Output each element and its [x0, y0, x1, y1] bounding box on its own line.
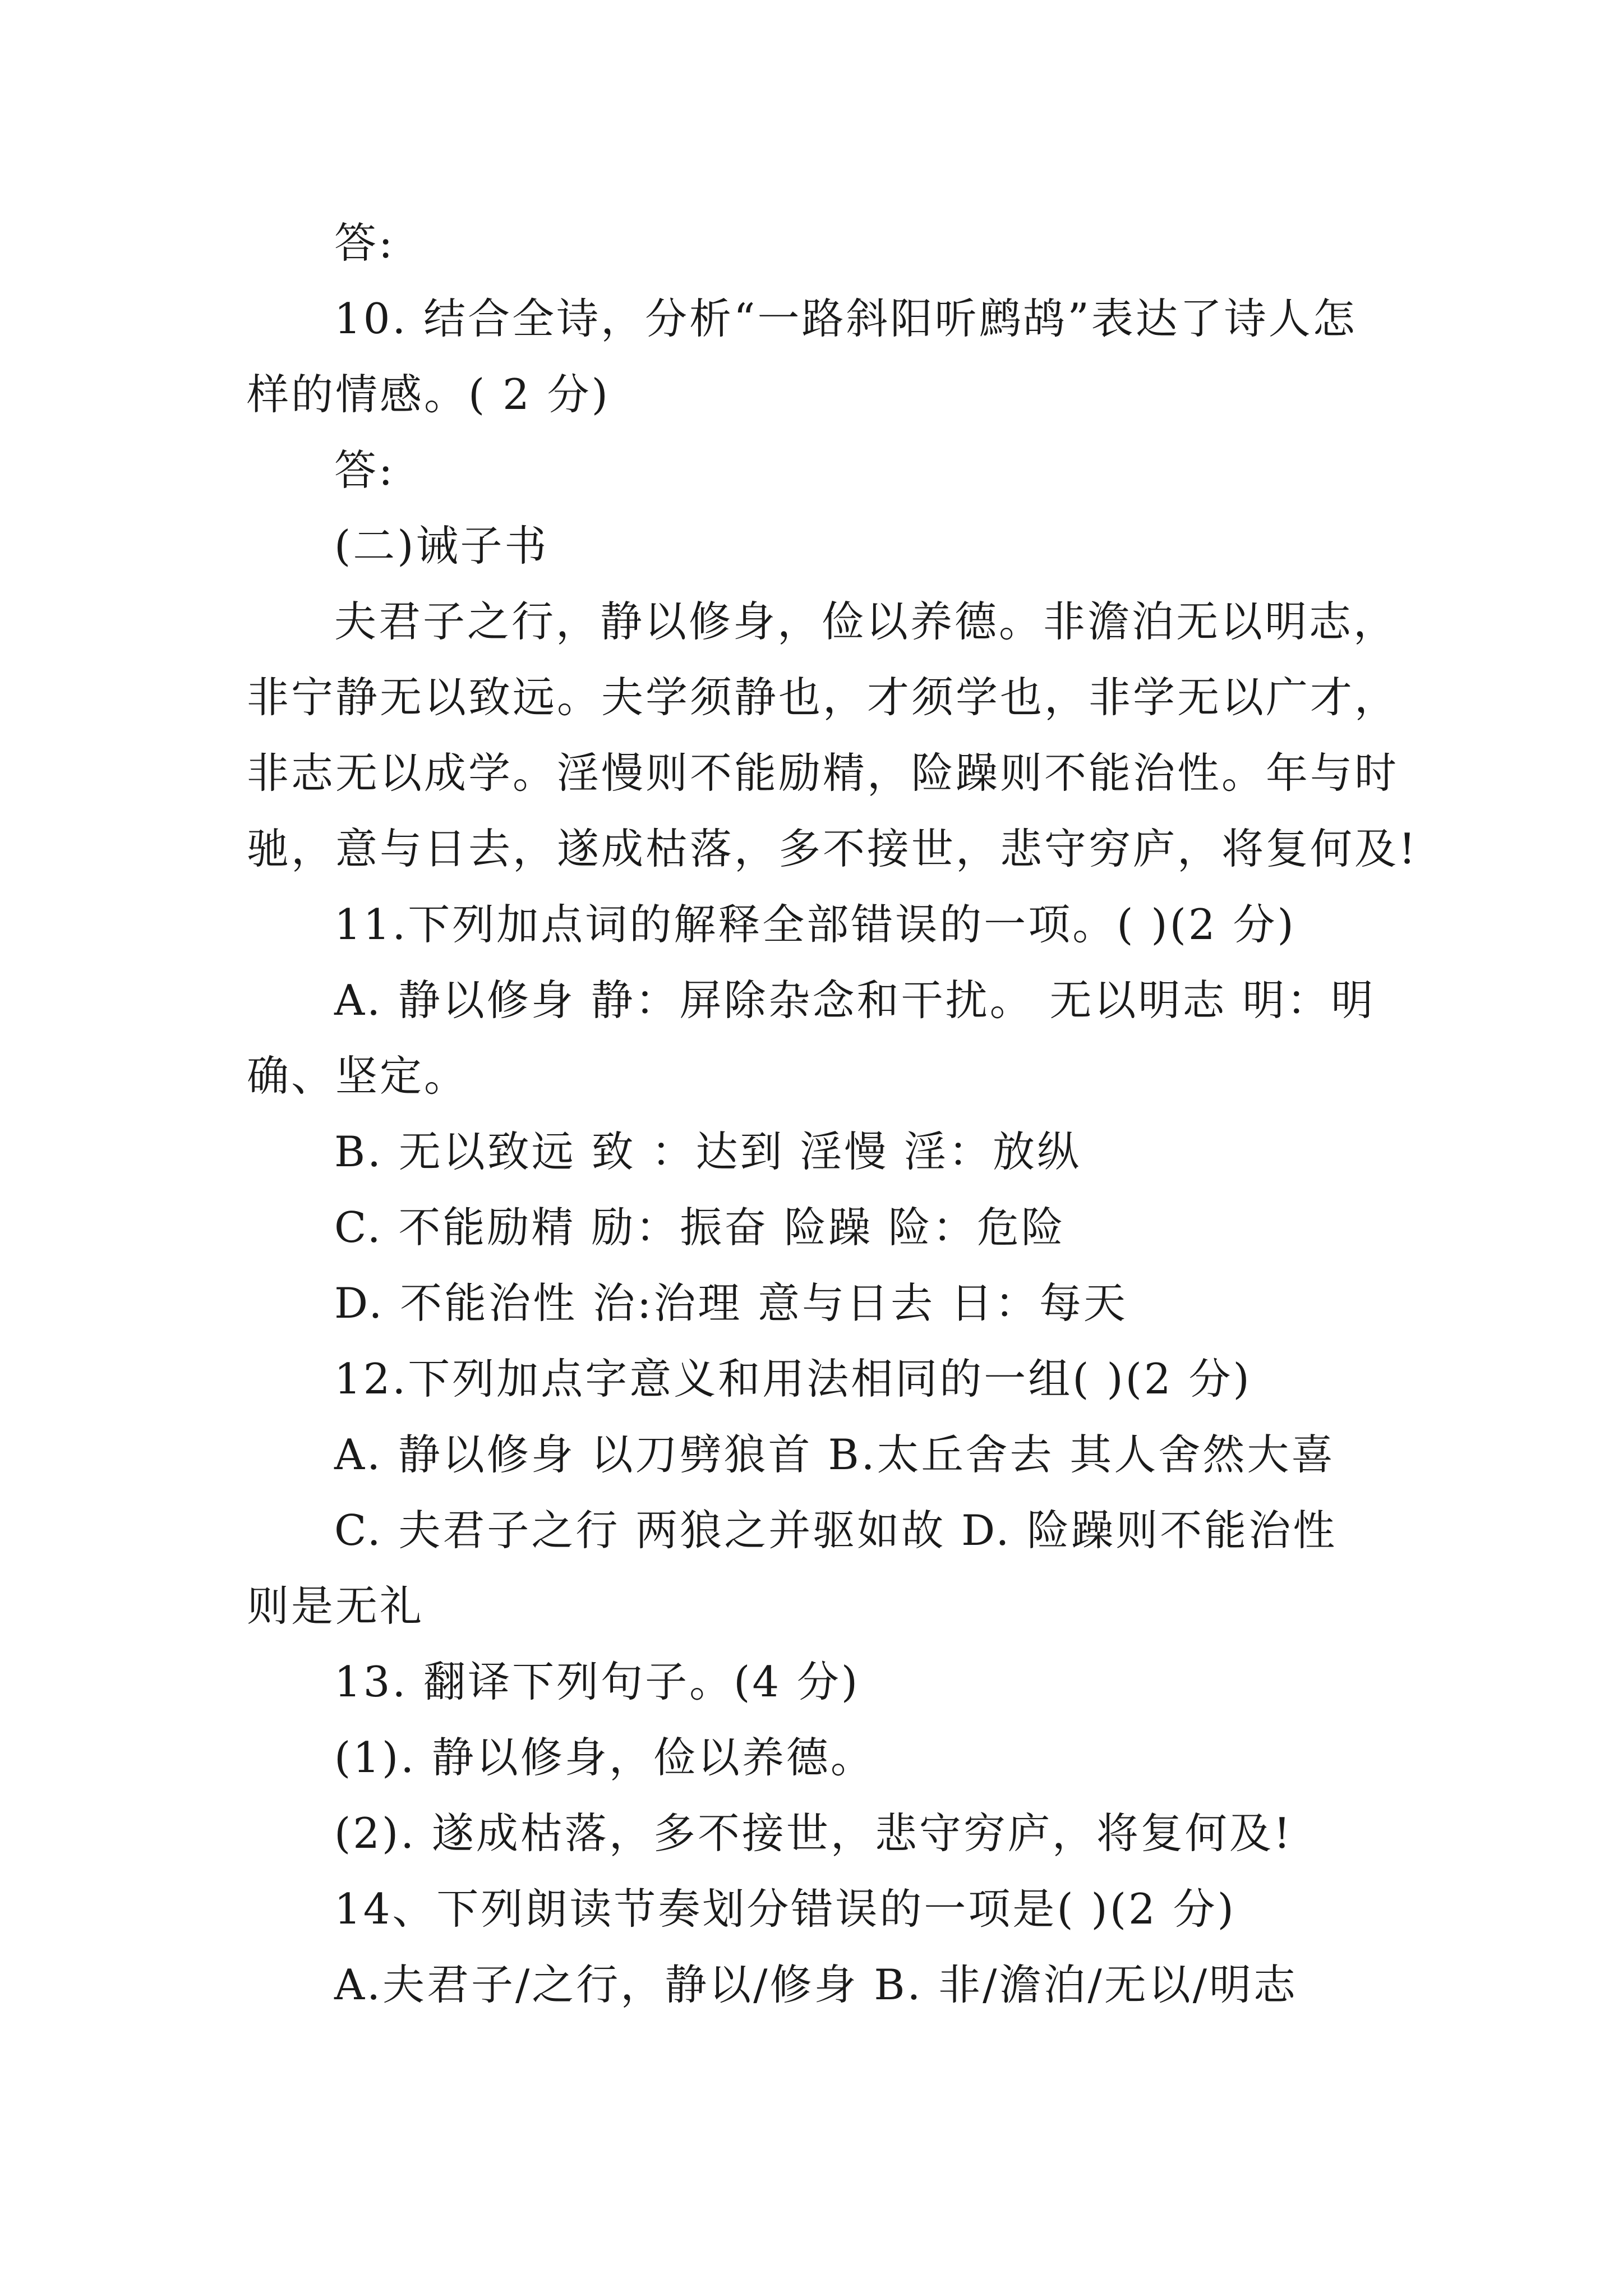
question-11-option-b: B. 无以致远 致 ：达到 淫慢 淫：放纵 [334, 1127, 1082, 1176]
question-10: 10. 结合全诗，分析“一路斜阳听鹧鸪”表达了诗人怎 [334, 294, 1357, 343]
question-13-item-2: (2). 遂成枯落，多不接世，悲守穷庐，将复何及! [334, 1809, 1293, 1858]
question-11-option-a-cont: 确、坚定。 [247, 1051, 469, 1101]
question-12-options-cd: C. 夫君子之行 两狼之并驱如故 D. 险躁则不能治性 [334, 1506, 1338, 1555]
question-11-option-c: C. 不能励精 励：振奋 险躁 险：危险 [334, 1203, 1066, 1252]
question-10-cont: 样的情感。( 2 分) [247, 370, 610, 419]
question-11-option-d: D. 不能治性 治:治理 意与日去 日：每天 [334, 1278, 1128, 1328]
question-14-options-ab: A.夫君子/之行，静以/修身 B. 非/澹泊/无以/明志 [334, 1960, 1298, 2009]
passage-line-4: 驰，意与日去，遂成枯落，多不接世，悲守穷庐，将复何及! [247, 824, 1418, 873]
question-12-options-cont: 则是无礼 [247, 1581, 425, 1631]
passage-line-2: 非宁静无以致远。夫学须静也，才须学也，非学无以广才， [247, 673, 1399, 722]
question-11-option-a: A. 静以修身 静：屏除杂念和干扰。 无以明志 明：明 [334, 976, 1376, 1025]
question-11: 11.下列加点词的解释全部错误的一项。( )(2 分) [334, 900, 1296, 949]
answer-line-9: 答: [334, 218, 395, 268]
question-14: 14、下列朗读节奏划分错误的一项是( )(2 分) [334, 1884, 1236, 1934]
question-12: 12.下列加点字意义和用法相同的一组( )(2 分) [334, 1354, 1252, 1404]
question-13: 13. 翻译下列句子。(4 分) [334, 1657, 860, 1706]
passage-line-1: 夫君子之行，静以修身，俭以养德。非澹泊无以明志， [334, 597, 1398, 646]
question-12-options-ab: A. 静以修身 以刀劈狼首 B.太丘舍去 其人舍然大喜 [334, 1430, 1336, 1479]
section-title: (二)诫子书 [334, 521, 549, 570]
answer-line-10: 答: [334, 445, 395, 495]
question-13-item-1: (1). 静以修身，俭以养德。 [334, 1733, 875, 1782]
passage-line-3: 非志无以成学。淫慢则不能励精，险躁则不能治性。年与时 [247, 748, 1399, 798]
